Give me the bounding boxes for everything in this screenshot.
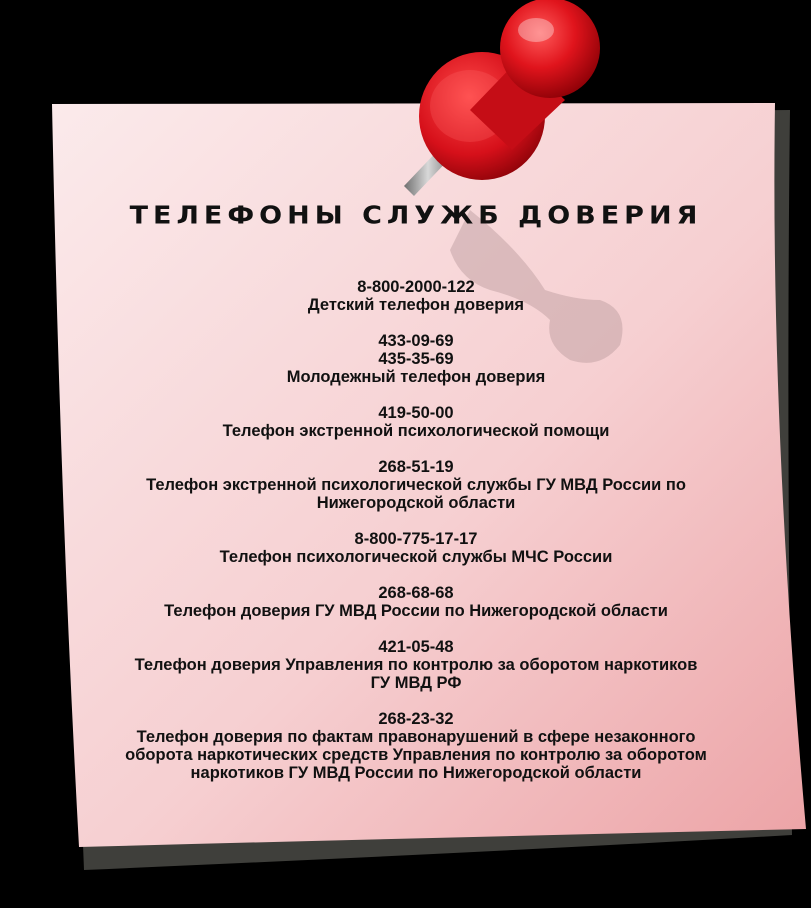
service-description: Детский телефон доверия [307, 296, 525, 314]
list-item [90, 530, 742, 566]
phone-number: 433-09-69 435-35-69 [378, 332, 454, 368]
list-item [90, 710, 742, 782]
phone-number: 421-05-48 [378, 638, 454, 656]
service-description: Молодежный телефон доверия [286, 368, 546, 386]
list-item [90, 458, 742, 512]
helpline-list [90, 196, 742, 800]
list-item [90, 584, 742, 620]
page-title: ТЕЛЕФОНЫ СЛУЖБ ДОВЕРИЯ [129, 201, 703, 230]
service-description: Телефон экстренной психологической помощи [222, 422, 610, 440]
phone-number: 8-800-775-17-17 [354, 530, 478, 548]
service-description: Телефон доверия Управления по контролю за оборотом наркотиков ГУ МВД РФ [134, 656, 698, 692]
list-item [90, 404, 742, 440]
phone-number: 419-50-00 [378, 404, 454, 422]
service-description: Телефон психологической службы МЧС России [219, 548, 613, 566]
service-description: Телефон экстренной психологической службы ГУ МВД России по Нижегородской области [146, 476, 686, 512]
service-description: Телефон доверия по фактам правонарушений в сфере незаконного оборота наркотических средств Управления по контролю за оборотом наркотиков ГУ МВД России по Нижегородской области [125, 728, 707, 782]
list-item [90, 638, 742, 692]
phone-number: 268-51-19 [378, 458, 454, 476]
phone-number: 268-23-32 [378, 710, 454, 728]
list-item [90, 278, 742, 314]
list-item [90, 332, 742, 386]
phone-number: 268-68-68 [378, 584, 454, 602]
phone-number: 8-800-2000-122 [357, 278, 475, 296]
service-description: Телефон доверия ГУ МВД России по Нижегородской области [164, 602, 668, 620]
